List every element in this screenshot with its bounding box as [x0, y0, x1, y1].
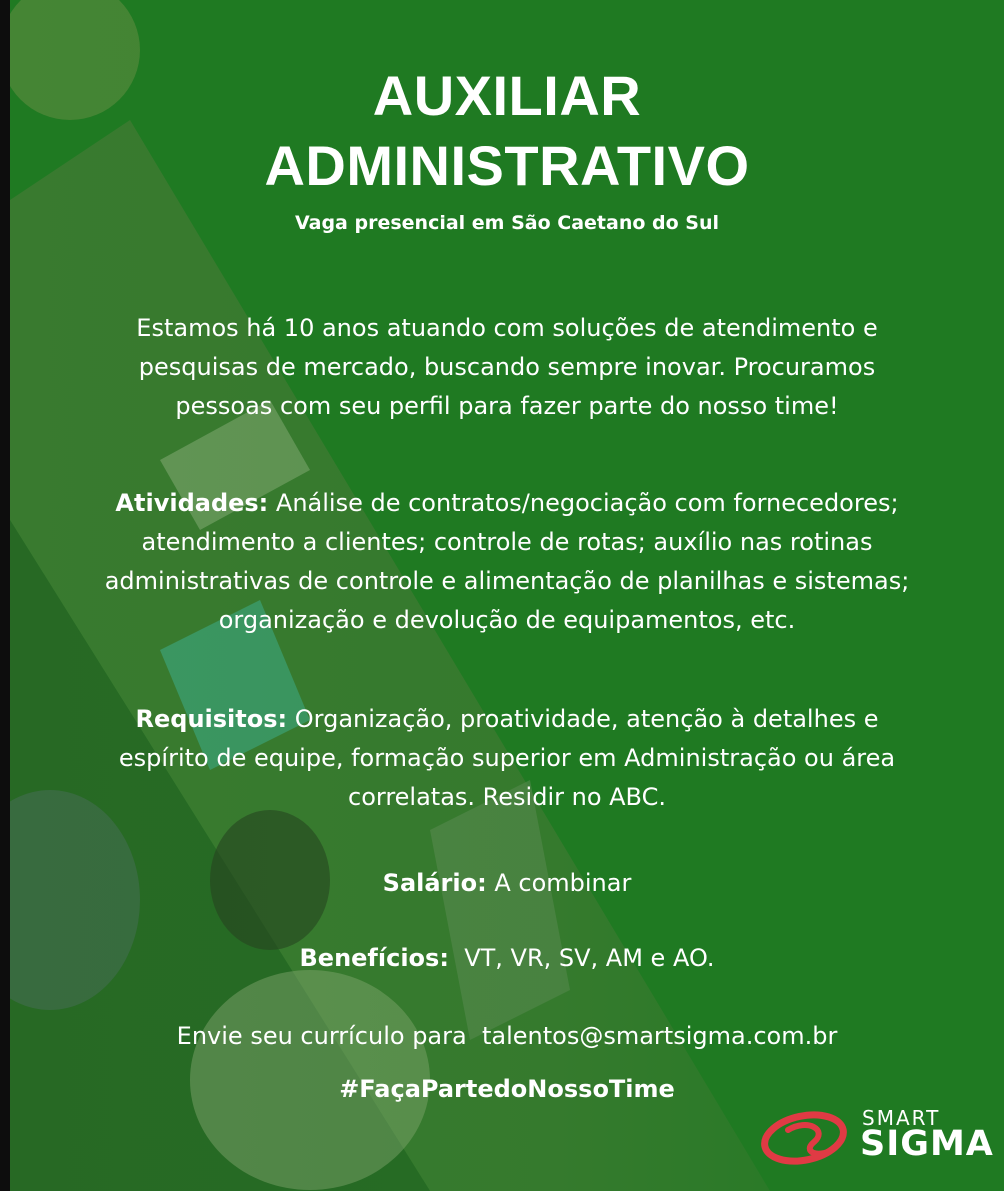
smart-sigma-logo	[758, 1100, 998, 1180]
title-line-1: AUXILIAR	[372, 64, 642, 127]
benefits-line	[10, 942, 1004, 974]
post-content	[10, 0, 1004, 1191]
hashtag: #FaçaPartedoNossoTime	[339, 1075, 675, 1103]
title-line-2: ADMINISTRATIVO	[264, 134, 750, 197]
job-post-card	[10, 0, 1004, 1191]
activities-line: administrativas de controle e alimentação de planilhas e sistemas;	[104, 567, 910, 595]
intro-paragraph	[22, 309, 992, 426]
benefits-value: VT, VR, SV, AM e AO.	[448, 944, 715, 972]
logo-text-small: SMART	[862, 1106, 941, 1130]
requirements-line: espírito de equipe, formação superior em Administração ou área	[118, 744, 896, 772]
activities-line: organização e devolução de equipamentos, etc.	[218, 606, 796, 634]
intro-line: pesquisas de mercado, buscando sempre inovar. Procuramos	[138, 353, 876, 381]
requirements-line: Organização, proatividade, atenção à detalhes e	[287, 705, 879, 733]
contact-line: Envie seu currículo para talentos@smartsigma.com.br	[176, 1022, 838, 1050]
salary-line	[10, 867, 1004, 899]
activities-label: Atividades:	[115, 489, 269, 517]
requirements-line: correlatas. Residir no ABC.	[348, 783, 666, 811]
intro-line: pessoas com seu perfil para fazer parte do nosso time!	[175, 392, 839, 420]
subtitle: Vaga presencial em São Caetano do Sul	[294, 212, 720, 234]
activities-line: Análise de contratos/negociação com fornecedores;	[268, 489, 899, 517]
activities-line: atendimento a clientes; controle de rotas; auxílio nas rotinas	[141, 528, 873, 556]
activities-paragraph	[22, 484, 992, 640]
sigma-swirl-icon	[758, 1100, 854, 1180]
salary-value: A combinar	[486, 869, 632, 897]
requirements-label: Requisitos:	[135, 705, 288, 733]
intro-line: Estamos há 10 anos atuando com soluções de atendimento e	[136, 314, 878, 342]
benefits-label: Benefícios:	[299, 944, 449, 972]
salary-label: Salário:	[382, 869, 487, 897]
logo-text-big: SIGMA	[860, 1124, 994, 1164]
requirements-paragraph	[22, 700, 992, 817]
